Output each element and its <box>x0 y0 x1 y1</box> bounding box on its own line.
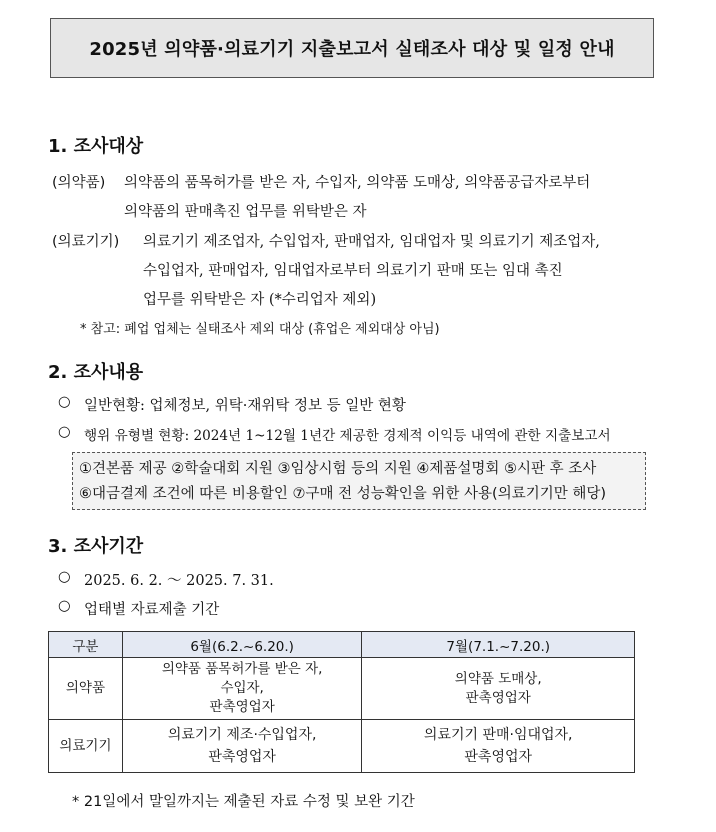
cell-line: 의료기기 판매·임대업자, <box>423 727 573 743</box>
page-title: 2025년 의약품·의료기기 지출보고서 실태조사 대상 및 일정 안내 <box>50 18 654 78</box>
content-item-general: 일반현황: 업체정보, 위탁·재위탁 정보 등 일반 현황 <box>84 398 406 414</box>
table-header-june: 6월(6.2.~6.20.) <box>122 632 362 658</box>
device-line-3: 업무를 위탁받은 자 (*수리업자 제외) <box>143 292 377 308</box>
cell-line: 수입자, <box>220 680 264 696</box>
table-cell-june <box>122 720 362 773</box>
table-header-july: 7월(7.1.~7.20.) <box>362 632 635 658</box>
section3-heading: 3. 조사기간 <box>48 536 144 557</box>
table-cell-category: 의료기기 <box>49 720 123 773</box>
device-line-2: 수입업자, 판매업자, 임대업자로부터 의료기기 판매 또는 임대 촉진 <box>143 263 563 279</box>
schedule-table <box>48 631 635 773</box>
table-cell-july <box>362 658 635 720</box>
table-footnote: * 21일에서 말일까지는 제출된 자료 수정 및 보완 기간 <box>72 794 415 810</box>
bullet-icon: ○ <box>58 394 71 410</box>
cell-line: 판촉영업자 <box>209 699 275 715</box>
activity-types-line-2: ⑥대금결제 조건에 따른 비용할인 ⑦구매 전 성능확인을 위한 사용(의료기기만 해당) <box>79 486 607 502</box>
activity-types-box <box>72 452 646 510</box>
cell-line: 판촉영업자 <box>208 749 276 765</box>
schedule-label: 업태별 자료제출 기간 <box>84 602 220 618</box>
bullet-icon: ○ <box>58 569 71 585</box>
device-line-1: 의료기기 제조업자, 수입업자, 판매업자, 임대업자 및 의료기기 제조업자, <box>143 234 600 250</box>
cell-line: 의료기기 제조·수입업자, <box>167 727 317 743</box>
cell-line: 의약품 품목허가를 받은 자, <box>161 661 323 677</box>
table-header-category: 구분 <box>49 632 123 658</box>
drug-label: (의약품) <box>52 175 106 191</box>
drug-line-1: 의약품의 품목허가를 받은 자, 수입자, 의약품 도매상, 의약품공급자로부터 <box>124 175 591 191</box>
table-header-row <box>49 632 635 658</box>
table-cell-june <box>122 658 362 720</box>
section2-heading: 2. 조사내용 <box>48 362 144 383</box>
bullet-icon: ○ <box>58 424 71 440</box>
content-item-activity: 행위 유형별 현황: 2024년 1~12월 1년간 제공한 경제적 이익등 내역에 관한 지출보고서 <box>84 428 611 444</box>
table-cell-july <box>362 720 635 773</box>
table-row <box>49 658 635 720</box>
cell-line: 의약품 도매상, <box>454 670 542 687</box>
bullet-icon: ○ <box>58 598 71 614</box>
survey-period: 2025. 6. 2. ～ 2025. 7. 31. <box>84 573 274 589</box>
table-cell-category: 의약품 <box>49 658 123 720</box>
activity-types-line-1: ①견본품 제공 ②학술대회 지원 ③임상시험 등의 지원 ④제품설명회 ⑤시판 후 조사 <box>79 461 597 477</box>
cell-line: 판촉영업자 <box>464 749 533 765</box>
device-label: (의료기기) <box>52 234 120 250</box>
section1-note: * 참고: 폐업 업체는 실태조사 제외 대상 (휴업은 제외대상 아님) <box>80 322 440 337</box>
drug-line-2: 의약품의 판매촉진 업무를 위탁받은 자 <box>124 204 367 220</box>
table-row <box>49 720 635 773</box>
cell-line: 판촉영업자 <box>465 689 531 706</box>
section1-heading: 1. 조사대상 <box>48 136 144 157</box>
